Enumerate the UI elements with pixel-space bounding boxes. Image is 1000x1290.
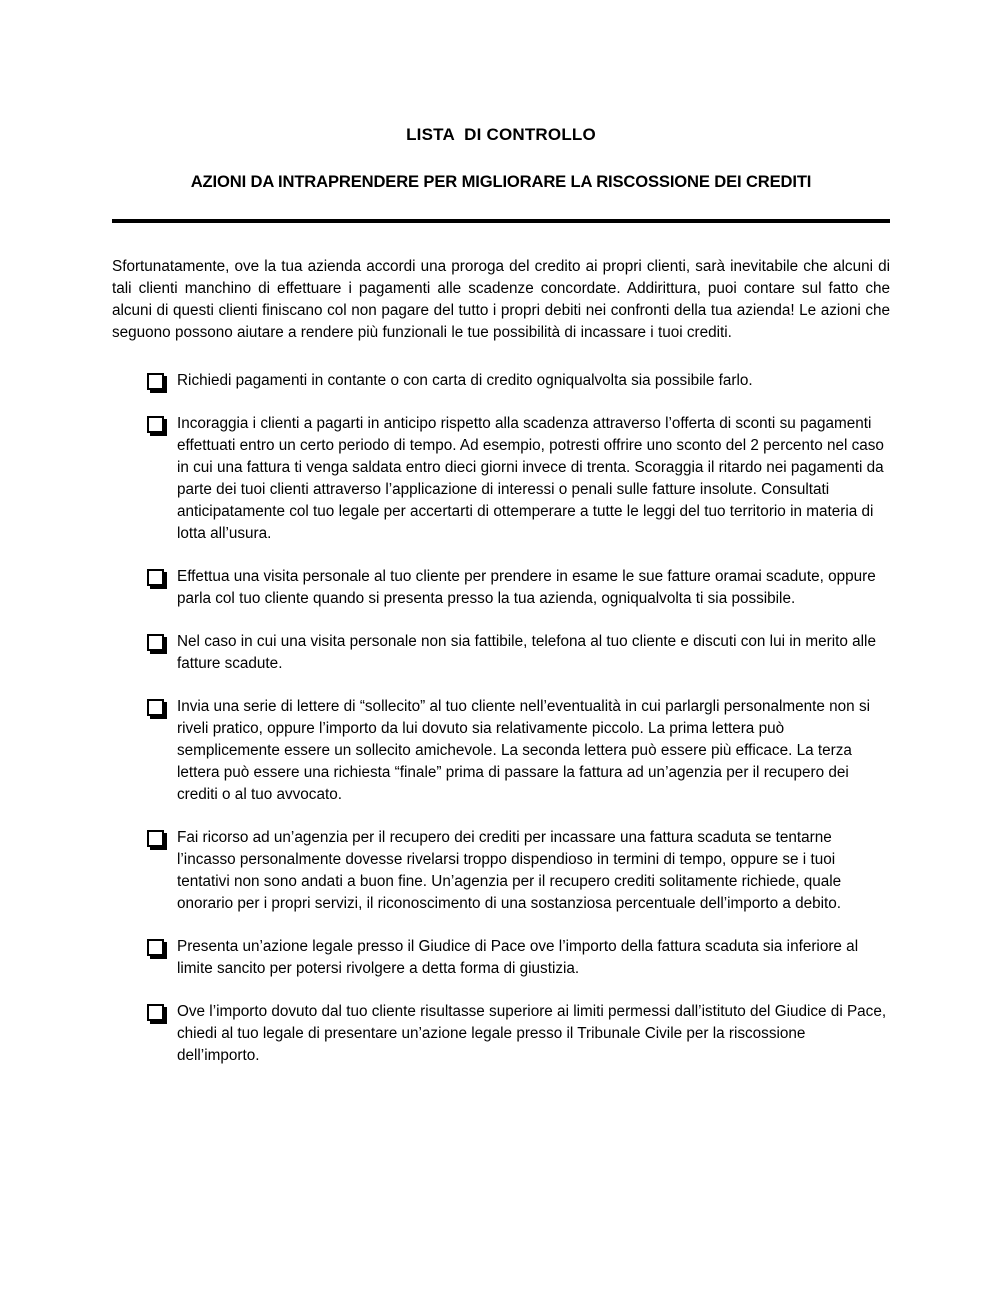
list-item-text: Nel caso in cui una visita personale non sia fattibile, telefona al tuo cliente e discuti con lui in merito alle fatture scadute.	[177, 633, 876, 672]
list-item-text: Effettua una visita personale al tuo cliente per prendere in esame le sue fatture oramai scadute, oppure parla col tuo cliente quando si presenta presso la tua azienda, ogniqualvolta ti sia possibile.	[177, 568, 876, 607]
list-item-text: Presenta un’azione legale presso il Giudice di Pace ove l’importo della fattura scaduta sia inferiore al limite sancito per potersi rivolgere a detta forma di giustizia.	[177, 938, 859, 977]
document-content	[112, 0, 890, 1067]
page-title: LISTA DI CONTROLLO	[406, 125, 596, 144]
list-item-text: Incoraggia i clienti a pagarti in anticipo rispetto alla scadenza attraverso l’offerta di sconti su pagamenti effettuati entro un certo periodo di tempo. Ad esempio, potresti offrire uno sconto del 2 percento nel caso in cui una fattura ti venga saldata entro dieci giorni invece di trenta. Scoraggia il ritardo nei pagamenti da parte dei tuoi clienti attraverso l’applicazione di interessi o penali sulle fatture insolute. Consultati anticipatamente col tuo legale per accertarti di ottemperare a tutte le leggi del tuo territorio in materia di lotta all’usura.	[177, 415, 884, 542]
list-item[interactable]	[112, 696, 890, 806]
list-item-text: Richiedi pagamenti in contante o con carta di credito ogniqualvolta sia possibile farlo.	[177, 372, 753, 389]
list-item[interactable]	[112, 413, 890, 545]
checkbox-square-icon[interactable]	[147, 830, 164, 847]
list-item-text: Invia una serie di lettere di “sollecito” al tuo cliente nell’eventualità in cui parlargli personalmente non si riveli pratico, oppure l’importo da lui dovuto sia relativamente piccolo. La prima lettera può semplicemente essere un sollecito amichevole. La seconda lettera può essere più efficace. La terza lettera può essere una richiesta “finale” prima di passare la fattura ad un’agenzia per il recupero dei crediti o al tuo avvocato.	[177, 698, 870, 803]
list-item-text: Ove l’importo dovuto dal tuo cliente risultasse superiore ai limiti permessi dall’istituto del Giudice di Pace, chiedi al tuo legale di presentare un’azione legale presso il Tribunale Civile per la riscossione dell’importo.	[177, 1003, 887, 1064]
checkbox-square-icon[interactable]	[147, 416, 164, 433]
checkbox-square-icon[interactable]	[147, 1004, 164, 1021]
header-divider	[112, 219, 890, 223]
list-item[interactable]	[112, 827, 890, 915]
list-item[interactable]	[112, 936, 890, 980]
checkbox-square-icon[interactable]	[147, 569, 164, 586]
list-item[interactable]	[112, 566, 890, 610]
checkbox-square-icon[interactable]	[147, 699, 164, 716]
page-subtitle: AZIONI DA INTRAPRENDERE PER MIGLIORARE LA RISCOSSIONE DEI CREDITI	[190, 172, 812, 191]
list-item[interactable]	[112, 631, 890, 675]
list-item-text: Fai ricorso ad un’agenzia per il recupero dei crediti per incassare una fattura scaduta se tentarne l’incasso personalmente dovesse rivelarsi troppo dispendioso in termini di tempo, oppure se i tuoi tentativi non sono andati a buon fine. Un’agenzia per il recupero crediti solitamente richiede, quale onorario per i propri servizi, il riconoscimento di una sostanziosa percentuale dell’importo a debito.	[177, 829, 842, 912]
checklist	[112, 344, 890, 1067]
intro-paragraph: Sfortunatamente, ove la tua azienda accordi una proroga del credito ai propri clienti, sarà inevitabile che alcuni di tali clienti manchino di effettuare i pagamenti alle scadenze concordate. Addirittura, puoi contare sul fatto che alcuni di questi clienti finiscano col non pagare del tutto i propri debiti nei confronti della tua azienda! Le azioni che seguono possono aiutare a rendere più funzionali le tue possibilità di incassare i tuoi crediti.	[112, 258, 890, 341]
list-item[interactable]	[112, 370, 890, 392]
checkbox-square-icon[interactable]	[147, 634, 164, 651]
checkbox-square-icon[interactable]	[147, 939, 164, 956]
checkbox-square-icon[interactable]	[147, 373, 164, 390]
list-item[interactable]	[112, 1001, 890, 1067]
